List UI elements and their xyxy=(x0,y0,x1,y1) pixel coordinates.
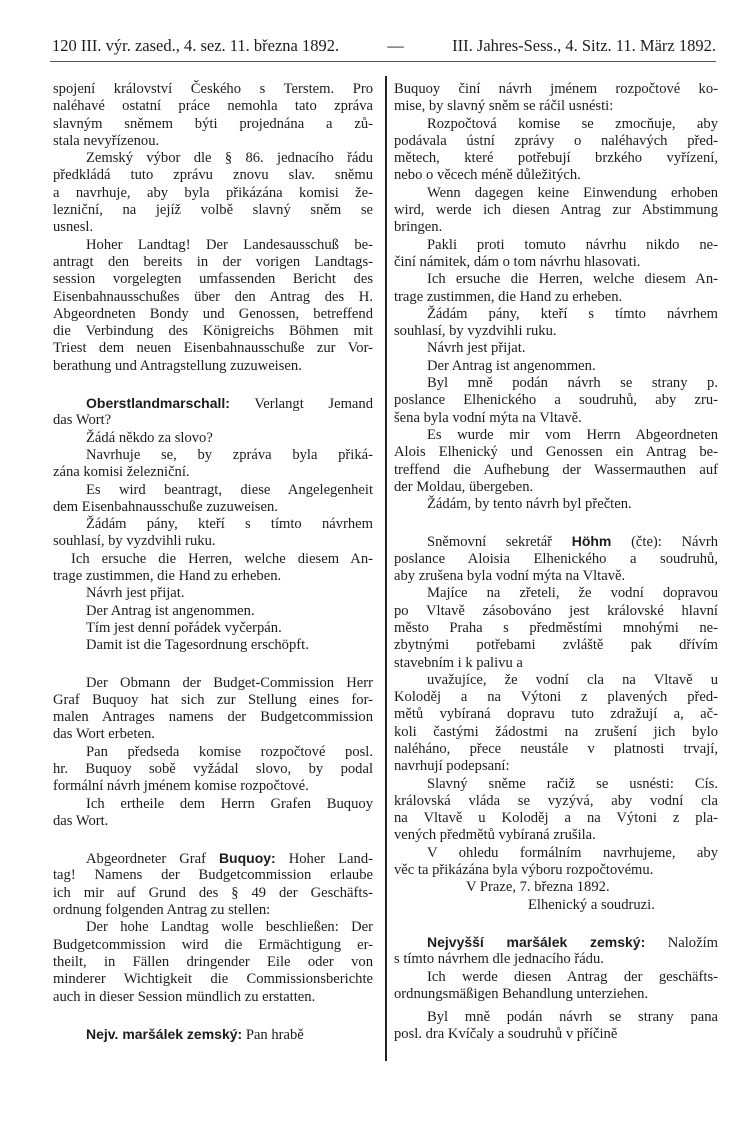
text-line: poslance Aloisia Elhenického a soudruhů, xyxy=(394,550,718,567)
text-line: V Praze, 7. března 1892. xyxy=(466,879,610,896)
text-line: zána komisi železniční. xyxy=(53,464,190,481)
text-line: die Verbindung des Königreichs Böhmen mit xyxy=(53,323,373,340)
text-section xyxy=(53,675,373,831)
text-line: Der Antrag ist angenommen. xyxy=(427,357,596,374)
paragraph xyxy=(394,897,718,914)
text-line: Der Obmann der Budget-Commission Herr xyxy=(86,674,373,691)
paragraph xyxy=(53,796,373,831)
text-line: Budgetcommission wird die Ermächtigung er- xyxy=(53,936,373,953)
text-line: Ich werde diesen Antrag der geschäfts- xyxy=(427,968,718,985)
paragraph xyxy=(394,496,718,513)
text-line: Pakli proti tomuto návrhu nikdo ne- xyxy=(427,236,718,253)
text-line: Triest dem neuen Eisenbahnausschuße zur Vor- xyxy=(53,340,373,357)
text-line: usnesl. xyxy=(53,219,94,236)
text-line: Ich ersuche die Herren, welche diesem An- xyxy=(71,550,373,567)
text-line: session vorgelegten umfassenden Bericht des xyxy=(53,271,373,288)
text-section xyxy=(394,81,718,513)
text-line: Es wird beantragt, diese Angelegenheit xyxy=(86,481,373,498)
text-line: s tímto návrhem dle jednacího řádu. xyxy=(394,951,604,968)
text-line: Žádám pány, kteří s tímto návrhem xyxy=(86,516,373,533)
paragraph xyxy=(53,150,373,236)
paragraph xyxy=(394,237,718,272)
text-line: naléháno, přece neustále v platnosti trvají, xyxy=(394,740,718,757)
paragraph xyxy=(394,306,718,341)
text-line: Navrhuje se, by zpráva byla přiká- xyxy=(86,446,373,463)
text-line: uvažujíce, že vodní cla na Vltavě u xyxy=(427,671,718,688)
paragraph xyxy=(53,482,373,517)
paragraph xyxy=(53,850,373,919)
text-line: V ohledu formálním navrhujeme, aby xyxy=(427,844,718,861)
text-line: Návrh jest přijat. xyxy=(427,340,526,357)
text-line: nebo o věcech méně důležitých. xyxy=(394,167,581,184)
paragraph xyxy=(394,1009,718,1044)
paragraph xyxy=(53,395,373,430)
paragraph xyxy=(394,116,718,185)
text-section xyxy=(53,850,373,1006)
speaker-name: Nejvyšší maršálek zemský: xyxy=(427,933,646,950)
text-line: Damit ist die Tagesordnung erschöpft. xyxy=(86,637,309,654)
text-line: Slavný sněme račiž se usnésti: Cís. xyxy=(427,775,718,792)
text-line: souhlasí, by vyzdvihli ruku. xyxy=(53,533,216,550)
text-line: Buquoy činí návrh jménem rozpočtové ko- xyxy=(394,81,718,97)
paragraph xyxy=(53,430,373,447)
text-line: mětech, které potřebují brzkého vyřízení, xyxy=(394,150,718,167)
speech-text: Verlangt Jemand xyxy=(229,396,373,413)
left-column xyxy=(53,81,373,1043)
text-line: šena byla vodní mýta na Vltavě. xyxy=(394,409,582,426)
text-line: po Vltavě zásobováno jest královské hlavní xyxy=(394,602,718,619)
speaker-title: Sněmovní sekretář xyxy=(427,534,572,551)
header-german: III. Jahres-Sess., 4. Sitz. 11. März 1892. xyxy=(452,36,716,55)
right-column xyxy=(394,81,718,1044)
text-line: der Moldau, übergeben. xyxy=(394,478,534,495)
paragraph xyxy=(394,672,718,776)
text-line: Žádám pány, kteří s tímto návrhem xyxy=(427,305,718,322)
text-line: Rozpočtová komise se zmocňuje, aby xyxy=(427,115,718,132)
text-line: královská vláda se vyzývá, aby vodní cla xyxy=(394,792,718,809)
speaker-name: Nejv. maršálek zemský: xyxy=(86,1025,243,1042)
text-line: Byl mně podán návrh se strany p. xyxy=(427,375,718,392)
text-line: koli častými žádostmi na zrušení jich bylo xyxy=(394,723,718,740)
text-line: posl. dra Kvíčaly a soudruhů v příčině xyxy=(394,1026,618,1043)
text-line: a navrhuje, aby byla přikázána komisi že- xyxy=(53,184,373,201)
paragraph xyxy=(53,1026,373,1043)
text-line: naléhavé ostatní práce nemohla tato zpráva xyxy=(53,98,373,115)
text-line: zbytnými potřebami zvláště pak dřívím xyxy=(394,637,718,654)
paragraph xyxy=(394,81,718,116)
speaker-line xyxy=(394,533,718,550)
speech-text: Naložím xyxy=(645,934,718,951)
paragraph xyxy=(53,637,373,654)
text-line: bringen. xyxy=(394,219,443,236)
paragraph xyxy=(394,585,718,671)
text-line: hr. Buquoy sobě vyžádal slovo, by podal xyxy=(53,760,373,777)
text-line: Der Antrag ist angenommen. xyxy=(86,602,255,619)
paragraph xyxy=(394,533,718,585)
speaker-name: Oberstlandmarschall: xyxy=(86,395,230,412)
text-line: stala nevyřízenou. xyxy=(53,132,160,149)
paragraph xyxy=(53,81,373,150)
text-line: formální návrh jménem komise rozpočtové. xyxy=(53,778,309,795)
text-line: ich mir auf Grund des § 49 der Geschäfts- xyxy=(53,884,373,901)
text-line: Es wurde mir vom Herrn Abgeordneten xyxy=(427,426,718,443)
text-line: theilt, in Fällen dringender Eile oder von xyxy=(53,953,373,970)
text-section xyxy=(53,81,373,375)
paragraph xyxy=(53,237,373,375)
paragraph xyxy=(53,603,373,620)
header-separator: — xyxy=(387,36,404,55)
text-line: wird, werde ich diesen Antrag zur Abstimmung xyxy=(394,202,718,219)
text-line: věc ta přikázána byla výboru rozpočtovému. xyxy=(394,862,654,879)
text-section xyxy=(394,533,718,914)
text-line: Der hohe Landtag wolle beschließen: Der xyxy=(86,919,373,936)
text-line: Alois Elhenický und Genossen ein Antrag be- xyxy=(394,444,718,461)
text-line: poslance Elhenického a soudruhů, aby zru- xyxy=(394,392,718,409)
text-line: Koloděj a na Výtoni z plavených před- xyxy=(394,689,718,706)
text-line: souhlasí, by vyzdvihli ruku. xyxy=(394,323,557,340)
text-line: das Wort? xyxy=(53,412,112,429)
text-line: Abgeordneten Bondy und Genossen, betreffend xyxy=(53,305,373,322)
text-line: minderer Wichtigkeit die Commissionsberichte xyxy=(53,971,373,988)
text-line: mětů vybíraná dopravu tuto zdražují a, ač- xyxy=(394,706,718,723)
text-line: trage zustimmen, die Hand zu erheben. xyxy=(53,568,282,585)
speech-text: Pan hrabě xyxy=(242,1026,304,1043)
paragraph xyxy=(394,185,718,237)
text-line: mise, by slavný sněm se ráčil usnésti: xyxy=(394,98,614,115)
speaker-name: Buquoy: xyxy=(218,850,276,867)
text-line: Návrh jest přijat. xyxy=(86,585,185,602)
speech-text: Hoher Land- xyxy=(275,851,373,868)
text-line: vených předmětů vybíraná zrušila. xyxy=(394,827,596,844)
speaker-line xyxy=(53,395,373,412)
text-line: treffend die Aufhebung der Wassermauthen auf xyxy=(394,461,718,478)
paragraph xyxy=(394,934,718,969)
text-line: podávala ústní zprávy o naléhavých před- xyxy=(394,132,718,149)
text-section xyxy=(394,934,718,1003)
text-line: das Wort erbeten. xyxy=(53,726,155,743)
text-line: ordnung folgenden Antrag zu stellen: xyxy=(53,902,271,919)
text-line: auch in dieser Session mündlich zu erstatten. xyxy=(53,988,316,1005)
text-line: Ich ersuche die Herren, welche diesem An- xyxy=(427,271,718,288)
column-divider xyxy=(385,76,387,1061)
paragraph xyxy=(394,879,718,896)
text-line: aby zrušena byla vodní mýta na Vltavě. xyxy=(394,568,626,585)
text-line: das Wort. xyxy=(53,812,109,829)
text-line: Pan předseda komise rozpočtové posl. xyxy=(86,743,373,760)
paragraph xyxy=(394,271,718,306)
paragraph xyxy=(53,585,373,602)
text-line: Elhenický a soudruzi. xyxy=(528,896,655,913)
text-line: slavným sněmem býti projednána a zů- xyxy=(53,115,373,132)
paragraph xyxy=(394,969,718,1004)
paragraph xyxy=(53,744,373,796)
text-line: lezniční, na jejíž volbě slavný sněm se xyxy=(53,202,373,219)
paragraph xyxy=(394,845,718,880)
text-line: Wenn dagegen keine Einwendung erhoben xyxy=(427,184,718,201)
text-line: předkládá tuto zprávu znovu slav. sněmu xyxy=(53,167,373,184)
text-section xyxy=(53,1026,373,1043)
text-line: Zemský výbor dle § 86. jednacího řádu xyxy=(86,150,373,167)
paragraph xyxy=(394,427,718,496)
text-line: město Praha s předměstími mnohými ne- xyxy=(394,619,718,636)
text-line: malen Antrages namens der Budgetcommission xyxy=(53,709,373,726)
text-line: na Vltavě u Koloděj a na Výtoni z pla- xyxy=(394,810,718,827)
text-line: Eisenbahnausschußes über den Antrag des H. xyxy=(53,288,373,305)
speaker-line xyxy=(394,934,718,951)
header-czech: 120 III. výr. zased., 4. sez. 11. března 1892. xyxy=(52,36,340,55)
text-line: činí námitek, dám o tom návrhu hlasovati. xyxy=(394,253,641,270)
paragraph xyxy=(394,358,718,375)
paragraph xyxy=(53,620,373,637)
paragraph xyxy=(53,675,373,744)
text-line: ordnungsmäßigen Behandlung unterziehen. xyxy=(394,985,649,1002)
speaker-line xyxy=(53,1026,373,1043)
text-line: stavebním i k palivu a xyxy=(394,654,523,671)
text-line: Byl mně podán návrh se strany pana xyxy=(427,1009,718,1026)
text-line: Hoher Landtag! Der Landesausschuß be- xyxy=(86,236,373,253)
text-line: antragt den bereits in der vorigen Landtags- xyxy=(53,253,373,270)
text-line: trage zustimmen, die Hand zu erheben. xyxy=(394,288,623,305)
text-line: Žádá někdo za slovo? xyxy=(86,429,213,446)
text-section xyxy=(394,1009,718,1044)
paragraph xyxy=(394,340,718,357)
speaker-title: Abgeordneter Graf xyxy=(86,851,219,868)
text-line: Žádám, by tento návrh byl přečten. xyxy=(427,496,632,513)
paragraph xyxy=(53,551,373,586)
text-line: tag! Namens der Budgetcommission erlaube xyxy=(53,867,373,884)
text-line: Tím jest denní pořádek vyčerpán. xyxy=(86,619,282,636)
text-line: berathung und Antragstellung zuzuweisen. xyxy=(53,357,302,374)
header-rule xyxy=(50,61,716,62)
text-line: dem Eisenbahnausschuße zuzuweisen. xyxy=(53,498,278,515)
paragraph xyxy=(53,919,373,1005)
text-line: Ich ertheile dem Herrn Grafen Buquoy xyxy=(86,795,373,812)
text-line: navrhují podepsaní: xyxy=(394,758,510,775)
speech-text: (čte): Návrh xyxy=(611,534,718,551)
text-section xyxy=(53,395,373,654)
speaker-line xyxy=(53,850,373,867)
paragraph xyxy=(394,776,718,845)
paragraph xyxy=(394,375,718,427)
text-line: Graf Buquoy hat sich zur Stellung eines for- xyxy=(53,691,373,708)
speaker-name: Höhm xyxy=(571,533,612,550)
page-header xyxy=(52,36,716,56)
paragraph xyxy=(53,516,373,551)
paragraph xyxy=(53,447,373,482)
text-line: Majíce na zřeteli, že vodní dopravou xyxy=(427,585,718,602)
text-line: spojení království Českého s Terstem. Pro xyxy=(53,81,373,97)
